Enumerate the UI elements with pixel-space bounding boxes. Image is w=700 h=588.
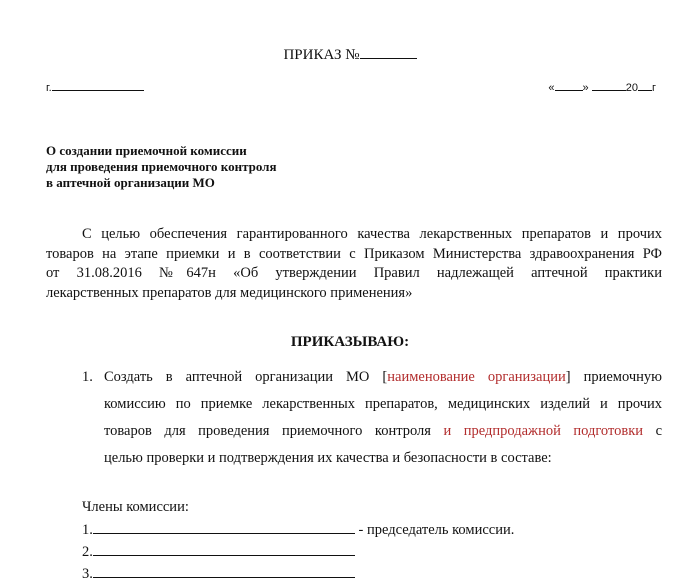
subject-line: в аптечной организации МО bbox=[46, 175, 215, 190]
preamble-line: от 31.08.2016 №647н «Об утверждении Правил надлежащей аптечной практики bbox=[46, 265, 662, 281]
year-field[interactable] bbox=[638, 80, 652, 91]
year-mid: 20 bbox=[625, 82, 638, 94]
city-field[interactable] bbox=[52, 80, 144, 91]
subject-line: для проведения приемочного контроля bbox=[46, 159, 277, 174]
preamble-line: лекарственных препаратов для медицинского применения» bbox=[46, 284, 413, 301]
item-line: комиссию по приемке лекарственных препаратов, медицинских изделий и прочих bbox=[104, 396, 662, 412]
item-1-text bbox=[104, 369, 662, 477]
preamble-line: товаров на этапе приемки и в соответствии с Приказом Министерства здравоохранения РФ bbox=[46, 245, 662, 262]
member-role: - председатель комиссии. bbox=[354, 522, 515, 538]
month-field[interactable] bbox=[592, 80, 626, 91]
item-line bbox=[104, 369, 662, 396]
order-subject bbox=[46, 143, 277, 191]
order-number-field[interactable] bbox=[360, 44, 417, 59]
date-close-quote: » bbox=[582, 82, 589, 94]
date-open-quote: « bbox=[548, 82, 555, 94]
title-prefix: ПРИКАЗ № bbox=[283, 47, 360, 63]
day-field[interactable] bbox=[555, 80, 583, 91]
item-text-segment: Создать в аптечной организации МО [ bbox=[104, 369, 388, 385]
subject-line: О создании приемочной комиссии bbox=[46, 143, 247, 158]
member-row bbox=[82, 519, 514, 539]
item-text-segment: ] приемочную bbox=[565, 369, 662, 385]
date-line bbox=[548, 80, 656, 94]
members-label: Члены комиссии: bbox=[82, 499, 189, 515]
item-text-segment: с bbox=[643, 423, 663, 439]
member-name-field[interactable] bbox=[93, 563, 355, 578]
preamble-paragraph bbox=[46, 225, 662, 303]
member-number: 3. bbox=[82, 566, 93, 582]
member-number: 1. bbox=[82, 522, 93, 538]
item-text-segment: товаров для проведения приемочного контроля bbox=[104, 423, 444, 439]
document-title bbox=[0, 44, 700, 64]
presale-preparation-placeholder[interactable]: и предпродажной подготовки bbox=[443, 423, 644, 439]
year-suffix: г bbox=[651, 82, 656, 94]
city-line bbox=[46, 80, 144, 94]
organization-name-placeholder[interactable]: наименование организации bbox=[387, 369, 566, 385]
order-heading: ПРИКАЗЫВАЮ: bbox=[290, 334, 410, 350]
preamble-line: С целью обеспечения гарантированного качества лекарственных препаратов и прочих bbox=[82, 226, 662, 242]
item-line: целью проверки и подтверждения их качества и безопасности в составе: bbox=[104, 450, 552, 466]
item-number: 1. bbox=[82, 369, 93, 385]
member-name-field[interactable] bbox=[93, 541, 355, 556]
member-row bbox=[82, 541, 355, 561]
member-row bbox=[82, 563, 355, 583]
city-label: г. bbox=[46, 82, 52, 94]
member-number: 2. bbox=[82, 544, 93, 560]
member-name-field[interactable] bbox=[93, 519, 355, 534]
item-line bbox=[104, 423, 662, 450]
